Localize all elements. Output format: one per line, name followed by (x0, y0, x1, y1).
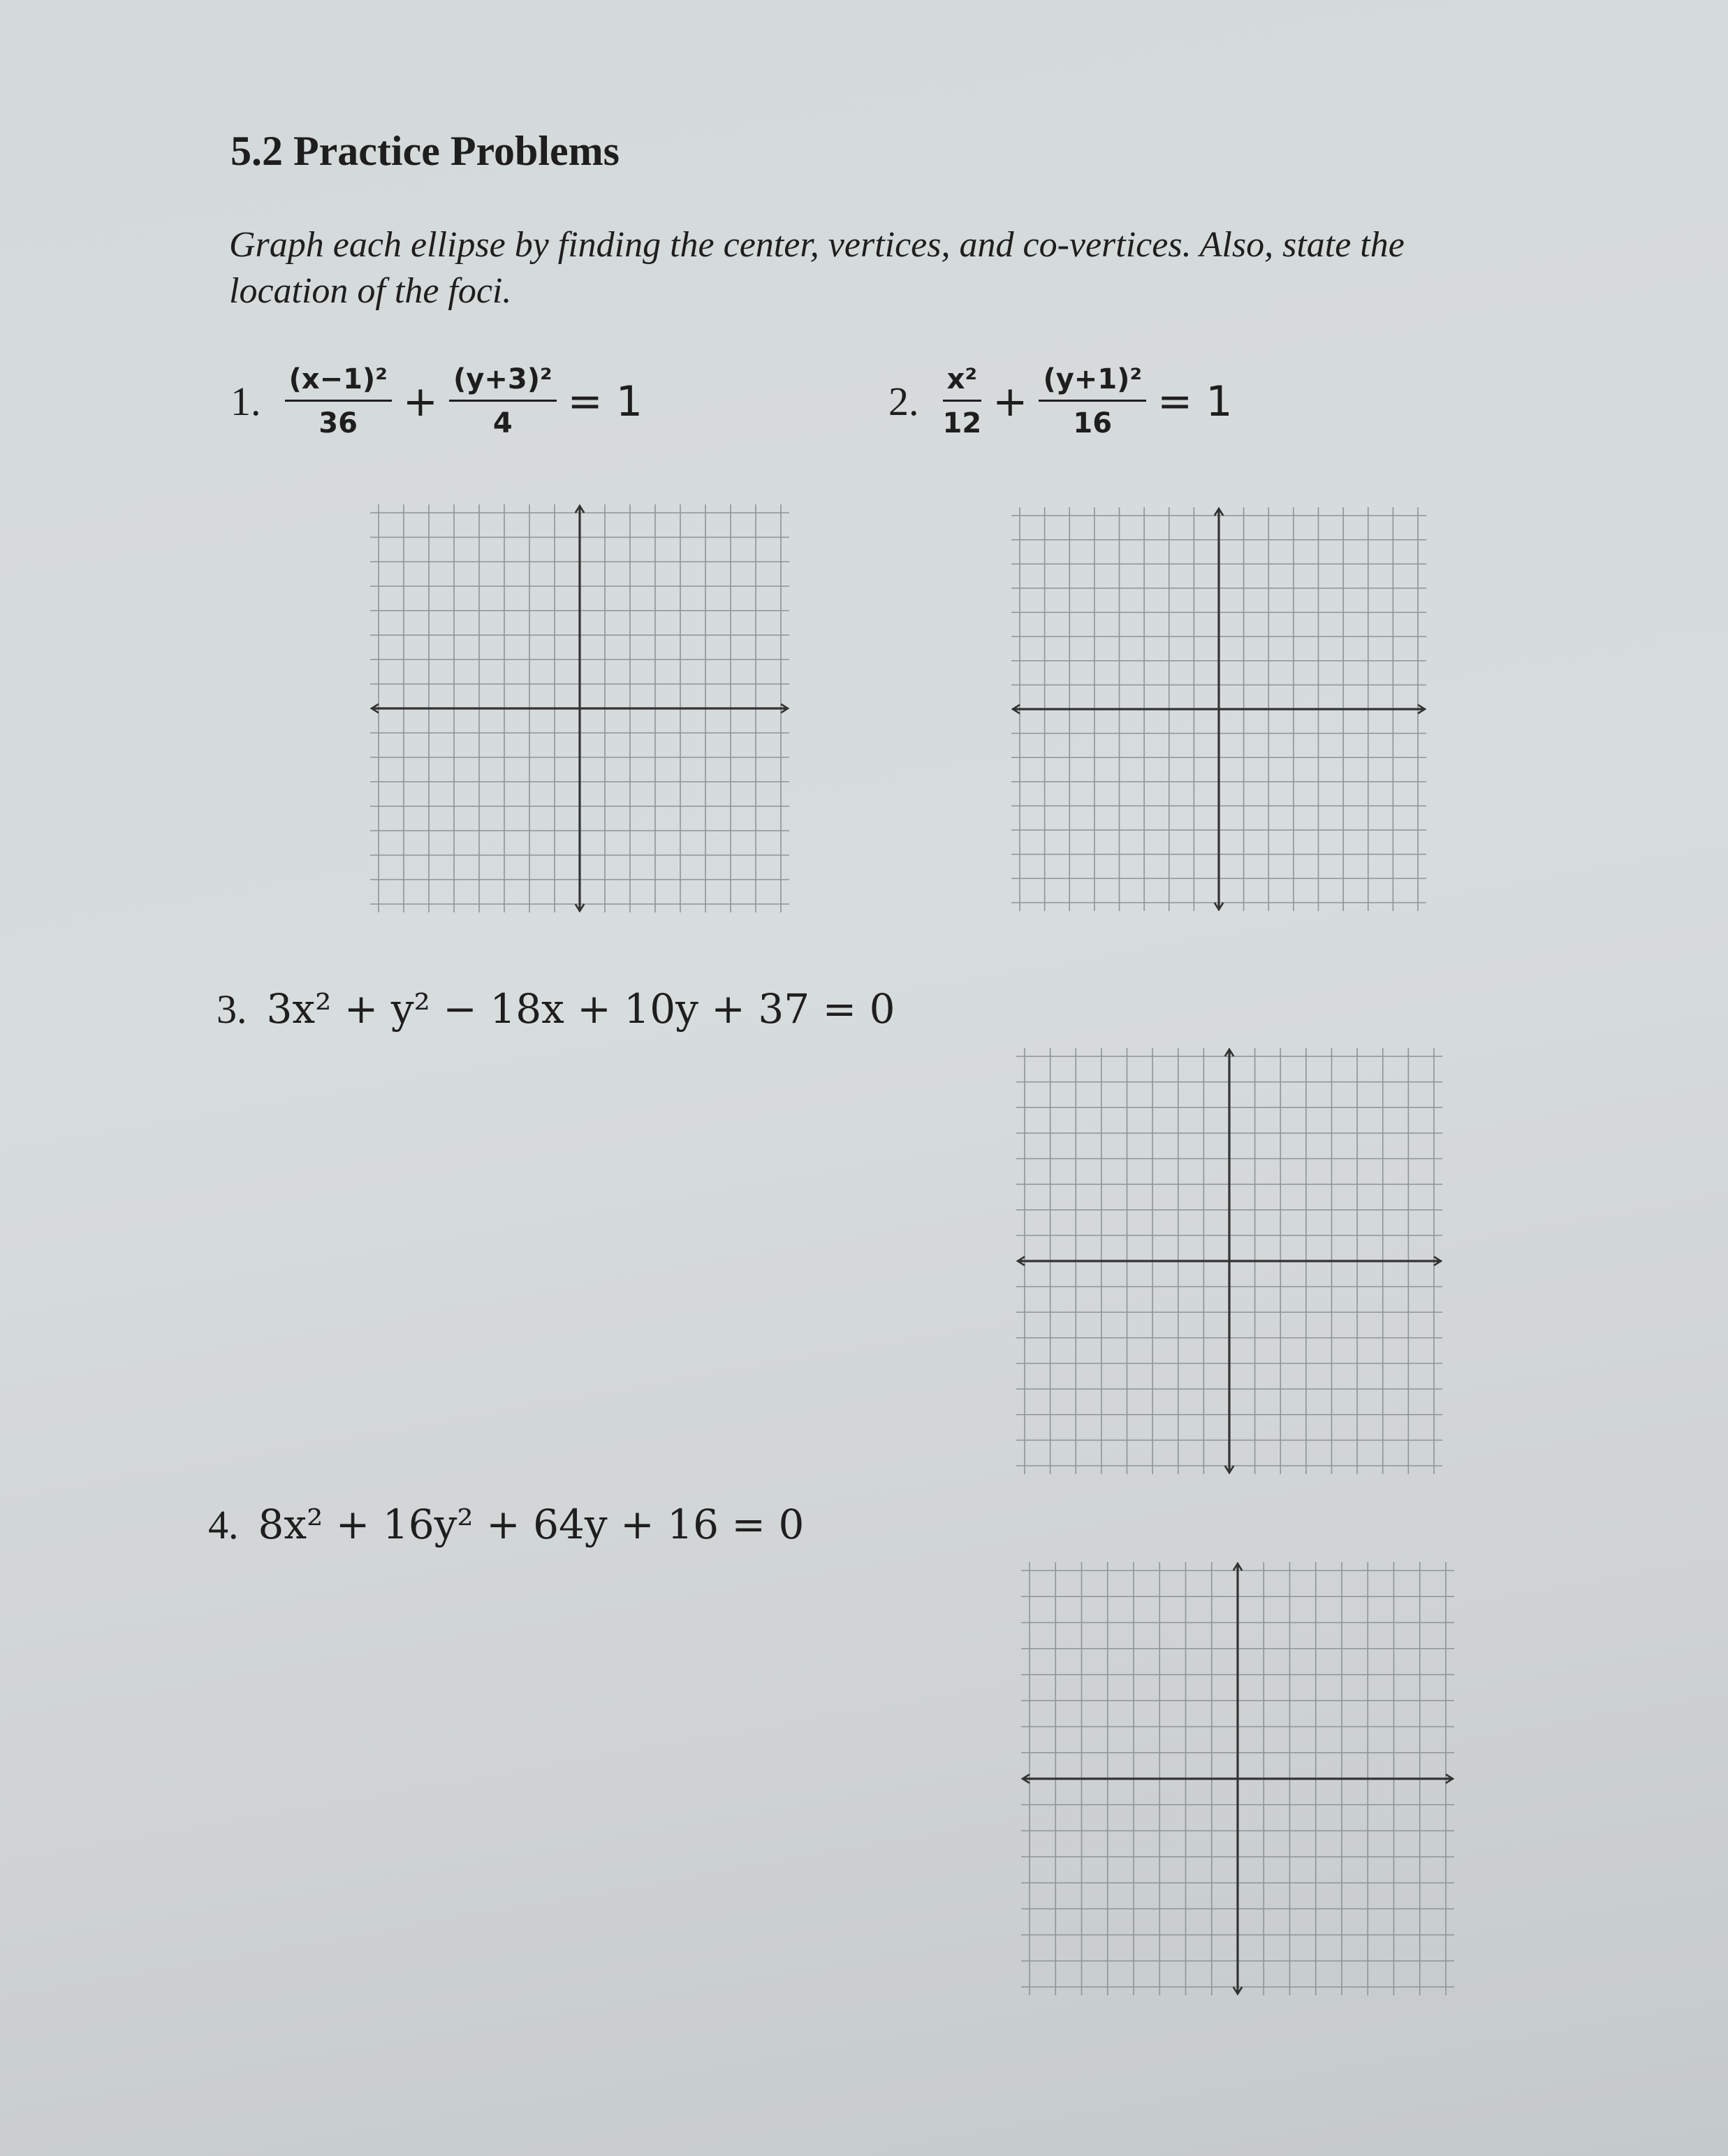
fraction-term-1 (285, 363, 392, 439)
fraction-numerator: (x−1)² (285, 363, 392, 402)
fraction-term-1 (943, 363, 982, 439)
plus-sign: + (993, 377, 1028, 426)
problem-number: 3. (217, 986, 247, 1032)
fraction-term-2 (449, 363, 557, 439)
problem-number: 2. (888, 379, 919, 424)
problem-number: 1. (230, 379, 261, 424)
equation-rhs: = 1 (567, 377, 643, 426)
fraction-denominator: 36 (318, 407, 358, 439)
fraction-numerator: (y+1)² (1039, 363, 1146, 402)
coordinate-grid-4[interactable] (1021, 1562, 1454, 1995)
fraction-denominator: 16 (1073, 407, 1113, 439)
coordinate-grid-1[interactable] (370, 504, 789, 912)
problem-1 (230, 363, 650, 439)
fraction-denominator: 12 (942, 407, 982, 439)
problem-number: 4. (208, 1501, 239, 1547)
fraction-numerator: x² (943, 363, 981, 402)
instructions-text: Graph each ellipse by finding the center, vertices, and co-vertices. Also, state the location of the foci. (229, 225, 1405, 311)
problem-2 (888, 363, 1240, 439)
plus-sign: + (402, 377, 439, 426)
fraction-term-2 (1039, 363, 1146, 439)
equation-rhs: = 1 (1157, 377, 1233, 426)
fraction-denominator: 4 (492, 407, 513, 439)
coordinate-grid-2[interactable] (1011, 507, 1426, 911)
equation-text: 8x² + 16y² + 64y + 16 = 0 (258, 1501, 805, 1548)
fraction-numerator: (y+3)² (449, 363, 557, 402)
problem-4 (208, 1501, 804, 1548)
problem-3 (217, 985, 895, 1033)
page-title: 5.2 Practice Problems (230, 128, 620, 174)
coordinate-grid-3[interactable] (1016, 1048, 1442, 1474)
equation-text: 3x² + y² − 18x + 10y + 37 = 0 (266, 985, 895, 1033)
